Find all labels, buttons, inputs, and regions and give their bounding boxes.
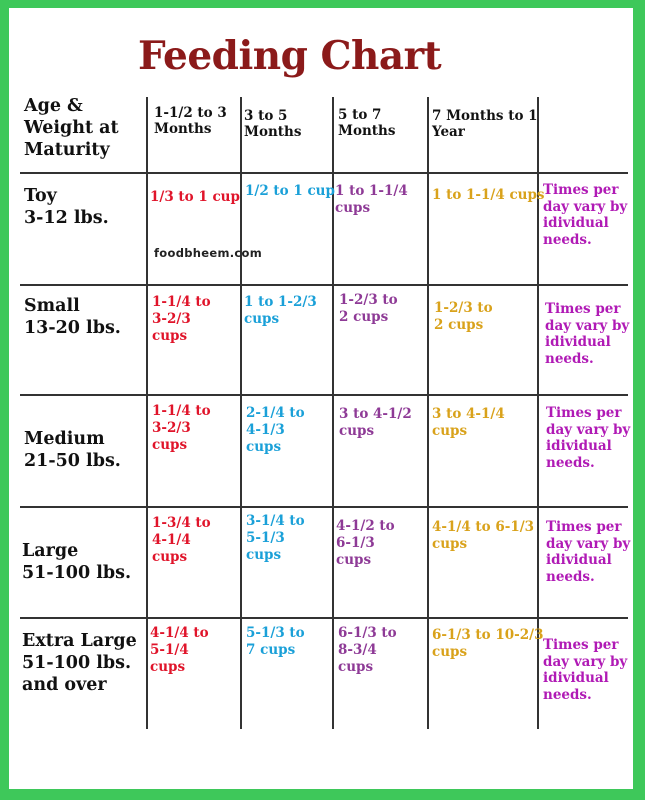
row-label-medium: Medium 21-50 lbs. [24, 429, 121, 471]
grid-line-h4 [20, 506, 628, 508]
grid-line-h5 [20, 617, 628, 619]
cell-small-col-1: 1-1/4 to 3-2/3 cups [152, 294, 211, 344]
cell-small-col-3: 1-2/3 to 2 cups [339, 292, 398, 325]
cell-toy-col-2: 1/2 to 1 cup [245, 183, 335, 199]
cell-medium-note: Times per day vary by idividual needs. [546, 405, 631, 471]
row-label-extra-large: Extra Large 51-100 lbs. and over [22, 631, 137, 695]
cell-large-note: Times per day vary by idividual needs. [546, 519, 631, 585]
header-col-1: 1-1/2 to 3 Months [154, 105, 227, 137]
grid-line-h2 [20, 284, 628, 286]
cell-medium-col-3: 3 to 4-1/2 cups [339, 406, 412, 439]
cell-toy-col-3: 1 to 1-1/4 cups [335, 183, 408, 216]
grid-line-v2 [240, 97, 242, 729]
cell-extra-large-col-2: 5-1/3 to 7 cups [246, 625, 305, 658]
cell-medium-col-1: 1-1/4 to 3-2/3 cups [152, 403, 211, 453]
cell-medium-col-4: 3 to 4-1/4 cups [432, 406, 505, 439]
cell-toy-col-1: 1/3 to 1 cup [150, 189, 240, 205]
header-col-2: 3 to 5 Months [244, 108, 302, 140]
row-label-large: Large 51-100 lbs. [22, 541, 132, 583]
cell-extra-large-col-4: 6-1/3 to 10-2/3 cups [432, 627, 544, 660]
cell-extra-large-col-1: 4-1/4 to 5-1/4 cups [150, 625, 209, 675]
cell-toy-note: Times per day vary by idividual needs. [543, 182, 628, 248]
page-title: Feeding Chart [138, 33, 442, 79]
grid-line-v1 [146, 97, 148, 729]
cell-toy-col-4: 1 to 1-1/4 cups [432, 187, 545, 203]
grid-line-h3 [20, 394, 628, 396]
cell-large-col-3: 4-1/2 to 6-1/3 cups [336, 518, 395, 568]
row-label-small: Small 13-20 lbs. [24, 296, 121, 338]
cell-extra-large-col-3: 6-1/3 to 8-3/4 cups [338, 625, 397, 675]
cell-large-col-2: 3-1/4 to 5-1/3 cups [246, 513, 305, 563]
watermark-text: foodbheem.com [154, 246, 263, 260]
cell-extra-large-note: Times per day vary by idividual needs. [543, 637, 628, 703]
header-col-4: 7 Months to 1 Year [432, 108, 538, 140]
grid-line-h1 [20, 172, 628, 174]
cell-small-note: Times per day vary by idividual needs. [545, 301, 630, 367]
cell-small-col-4: 1-2/3 to 2 cups [434, 300, 493, 333]
cell-large-col-4: 4-1/4 to 6-1/3 cups [432, 519, 535, 552]
row-label-toy: Toy 3-12 lbs. [24, 186, 109, 228]
cell-large-col-1: 1-3/4 to 4-1/4 cups [152, 515, 211, 565]
cell-small-col-2: 1 to 1-2/3 cups [244, 294, 317, 327]
cell-medium-col-2: 2-1/4 to 4-1/3 cups [246, 405, 305, 455]
header-col-3: 5 to 7 Months [338, 107, 396, 139]
grid-line-v4 [427, 97, 429, 729]
header-corner-age-weight: Age & Weight at Maturity [24, 96, 119, 160]
